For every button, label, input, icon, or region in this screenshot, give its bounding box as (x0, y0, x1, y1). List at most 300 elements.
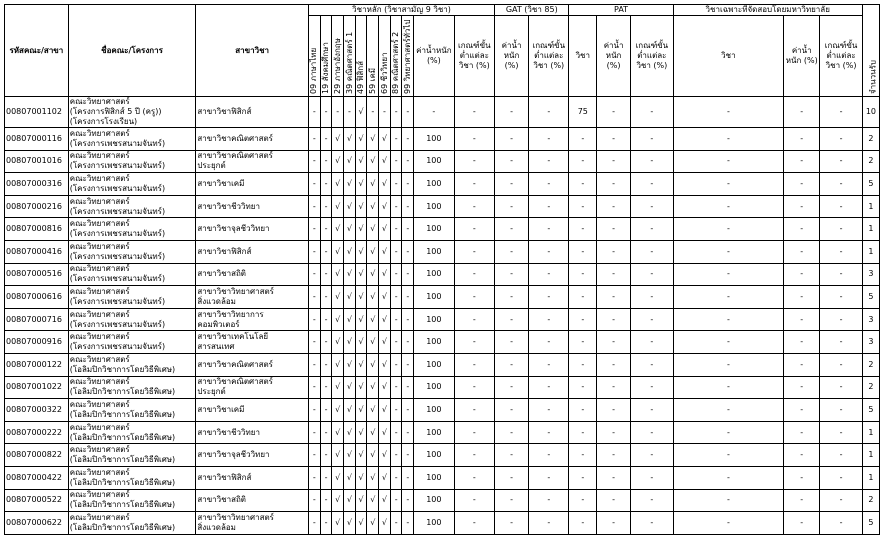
subject-mark: √ (379, 286, 391, 309)
header-subject-99: 99 วิทยาศาสตร์ทั่วไป (402, 16, 414, 97)
subject-mark: √ (379, 195, 391, 218)
subject-mark: - (320, 150, 332, 173)
project-name: (โครงการเพชรสนามจันทร์) (69, 251, 166, 261)
subject-mark: √ (379, 421, 391, 444)
gat-min: - (529, 240, 569, 263)
major-cell (196, 444, 309, 467)
pat-weight: - (597, 286, 631, 309)
major-name: สาขาวิชาฟิสิกส์ (197, 107, 252, 116)
subject-mark: - (379, 97, 391, 128)
major-cell (196, 331, 309, 354)
subject-mark: √ (332, 421, 344, 444)
pat-min: - (631, 263, 674, 286)
gat-weight: - (495, 263, 529, 286)
pat-min: - (631, 353, 674, 376)
faculty-name: คณะวิทยาศาสตร์ (69, 151, 130, 161)
university-subject: - (673, 218, 784, 241)
gat-min: - (529, 173, 569, 196)
project-name: (โครงการเพชรสนามจันทร์) (69, 342, 166, 352)
subject-mark: - (402, 195, 414, 218)
subject-mark: √ (367, 512, 379, 535)
pat-weight: - (597, 512, 631, 535)
university-weight: - (784, 444, 820, 467)
subject-mark: - (402, 353, 414, 376)
subject-mark: - (402, 150, 414, 173)
university-weight: - (784, 128, 820, 151)
course-code: 00807000416 (5, 240, 69, 263)
header-pat: PAT (569, 5, 673, 16)
pat-weight: - (597, 195, 631, 218)
project-name: (โอลิมปิกวิชาการโดยวิธีพิเศษ) (69, 409, 176, 419)
subject-mark: √ (332, 444, 344, 467)
table-body (5, 97, 880, 535)
major-name-cont: คอมพิวเตอร์ (197, 319, 240, 329)
subject-mark: - (308, 286, 320, 309)
gat-min: - (529, 195, 569, 218)
subject-mark: - (320, 512, 332, 535)
subject-mark: - (402, 97, 414, 128)
university-weight: - (784, 195, 820, 218)
pat-min: - (631, 308, 674, 331)
seats-count: 1 (862, 240, 879, 263)
table-row (5, 399, 880, 422)
pat-min: - (631, 444, 674, 467)
subject-mark: - (308, 218, 320, 241)
subject-mark: - (320, 195, 332, 218)
subject-mark: - (390, 444, 402, 467)
university-min: - (820, 195, 863, 218)
faculty-cell (68, 399, 196, 422)
subject-mark: - (390, 240, 402, 263)
header-subject-89: 89 คณิตศาสตร์ 2 (390, 16, 402, 97)
gat-weight: - (495, 173, 529, 196)
university-subject: - (673, 421, 784, 444)
pat-weight: - (597, 444, 631, 467)
course-code: 00807000522 (5, 489, 69, 512)
pat-weight: - (597, 173, 631, 196)
project-name: (โครงการเพชรสนามจันทร์) (69, 229, 166, 239)
university-min: - (820, 128, 863, 151)
pat-weight: - (597, 240, 631, 263)
pat-subject: - (569, 308, 597, 331)
subject-mark: - (308, 128, 320, 151)
faculty-name: คณะวิทยาศาสตร์ (69, 241, 130, 251)
pat-subject: - (569, 218, 597, 241)
subject-mark: √ (344, 195, 356, 218)
university-min: - (820, 421, 863, 444)
subject-mark: √ (379, 353, 391, 376)
gat-weight: - (495, 353, 529, 376)
pat-min: - (631, 128, 674, 151)
university-weight: - (784, 173, 820, 196)
project-name: (โครงการเพชรสนามจันทร์) (69, 206, 166, 216)
university-subject: - (673, 489, 784, 512)
university-weight: - (784, 512, 820, 535)
core-min: - (454, 128, 495, 151)
pat-min: - (631, 466, 674, 489)
faculty-name: คณะวิทยาศาสตร์ (69, 332, 130, 342)
core-min: - (454, 489, 495, 512)
pat-weight: - (597, 150, 631, 173)
subject-mark: √ (344, 353, 356, 376)
gat-weight: - (495, 150, 529, 173)
course-code: 00807000122 (5, 353, 69, 376)
core-min: - (454, 150, 495, 173)
subject-mark: √ (367, 331, 379, 354)
core-min: - (454, 308, 495, 331)
subject-mark: - (402, 286, 414, 309)
core-weight: 100 (414, 353, 454, 376)
pat-subject: - (569, 263, 597, 286)
pat-min: - (631, 376, 674, 399)
subject-mark: √ (379, 173, 391, 196)
university-min: - (820, 489, 863, 512)
subject-mark: √ (332, 308, 344, 331)
core-min: - (454, 218, 495, 241)
subject-mark: √ (332, 286, 344, 309)
subject-mark: √ (332, 512, 344, 535)
subject-mark: - (402, 489, 414, 512)
subject-mark: √ (344, 512, 356, 535)
faculty-cell (68, 173, 196, 196)
core-min: - (454, 173, 495, 196)
project-name: (โครงการเพชรสนามจันทร์) (69, 138, 166, 148)
major-cell (196, 399, 309, 422)
core-weight: 100 (414, 421, 454, 444)
core-weight: 100 (414, 150, 454, 173)
course-code: 00807000322 (5, 399, 69, 422)
faculty-cell (68, 353, 196, 376)
university-weight: - (784, 466, 820, 489)
subject-mark: √ (367, 263, 379, 286)
gat-weight: - (495, 376, 529, 399)
core-weight: 100 (414, 218, 454, 241)
project-name: (โอลิมปิกวิชาการโดยวิธีพิเศษ) (69, 364, 176, 374)
subject-mark: √ (367, 376, 379, 399)
major-name: สาขาวิชาเทคโนโลยี (197, 332, 269, 342)
faculty-name: คณะวิทยาศาสตร์ (69, 97, 130, 106)
subject-mark: - (320, 263, 332, 286)
course-code: 00807001022 (5, 376, 69, 399)
university-weight: - (784, 308, 820, 331)
subject-mark: √ (355, 331, 367, 354)
major-name-cont: สิ่งแวดล้อม (197, 296, 236, 306)
major-name: สาขาวิชาวิทยาศาสตร์ (197, 512, 274, 522)
major-name-cont: สิ่งแวดล้อม (197, 522, 236, 532)
major-cell (196, 353, 309, 376)
subject-mark: - (308, 466, 320, 489)
gat-weight: - (495, 399, 529, 422)
pat-weight: - (597, 399, 631, 422)
university-subject: - (673, 399, 784, 422)
university-subject: - (673, 376, 784, 399)
subject-mark: - (308, 444, 320, 467)
pat-subject: - (569, 512, 597, 535)
university-min: - (820, 150, 863, 173)
faculty-cell (68, 150, 196, 173)
gat-min: - (529, 263, 569, 286)
table-row (5, 128, 880, 151)
core-min: - (454, 376, 495, 399)
subject-mark: - (320, 399, 332, 422)
course-code: 00807000616 (5, 286, 69, 309)
project-name: (โครงการเพชรสนามจันทร์) (69, 296, 166, 306)
course-code: 00807000622 (5, 512, 69, 535)
table-row (5, 263, 880, 286)
university-subject: - (673, 150, 784, 173)
university-weight: - (784, 150, 820, 173)
subject-mark: √ (367, 286, 379, 309)
faculty-name: คณะวิทยาศาสตร์ (69, 490, 130, 500)
subject-mark: √ (367, 399, 379, 422)
faculty-cell (68, 466, 196, 489)
major-name: สาขาวิชาเคมี (197, 178, 245, 188)
subject-mark: √ (355, 218, 367, 241)
course-code: 00807000216 (5, 195, 69, 218)
seats-count: 1 (862, 466, 879, 489)
subject-mark: - (402, 399, 414, 422)
core-weight: - (414, 97, 454, 128)
faculty-cell (68, 489, 196, 512)
table-row (5, 286, 880, 309)
subject-mark: - (308, 308, 320, 331)
faculty-cell (68, 421, 196, 444)
subject-mark: - (308, 173, 320, 196)
table-row (5, 353, 880, 376)
core-weight: 100 (414, 173, 454, 196)
subject-mark: √ (367, 128, 379, 151)
gat-weight: - (495, 128, 529, 151)
university-min: - (820, 331, 863, 354)
core-min: - (454, 512, 495, 535)
subject-mark: - (390, 331, 402, 354)
table-row (5, 331, 880, 354)
subject-mark: √ (344, 308, 356, 331)
subject-mark: √ (379, 218, 391, 241)
pat-weight: - (597, 331, 631, 354)
header-code: รหัสคณะ/สาขา (5, 5, 69, 97)
subject-mark: - (390, 353, 402, 376)
university-min: - (820, 353, 863, 376)
subject-mark: - (390, 97, 402, 128)
subject-mark: √ (379, 444, 391, 467)
university-min: - (820, 240, 863, 263)
pat-subject: 75 (569, 97, 597, 128)
subject-mark: √ (367, 489, 379, 512)
subject-mark: √ (367, 150, 379, 173)
subject-mark: - (308, 376, 320, 399)
pat-min: - (631, 195, 674, 218)
pat-min: - (631, 240, 674, 263)
major-name: สาขาวิชาคณิตศาสตร์ (197, 377, 273, 387)
pat-min: - (631, 97, 674, 128)
university-min: - (820, 444, 863, 467)
subject-mark: √ (344, 444, 356, 467)
seats-count: 3 (862, 263, 879, 286)
pat-subject: - (569, 128, 597, 151)
subject-mark: - (390, 195, 402, 218)
subject-mark: - (320, 444, 332, 467)
core-min: - (454, 466, 495, 489)
core-weight: 100 (414, 466, 454, 489)
university-subject: - (673, 195, 784, 218)
header-core-subjects: วิชาหลัก (วิชาสามัญ 9 วิชา) (308, 5, 494, 16)
major-name: สาขาวิชาสถิติ (197, 269, 246, 279)
project-name: (โอลิมปิกวิชาการโดยวิธีพิเศษ) (69, 522, 176, 532)
subject-mark: √ (379, 128, 391, 151)
subject-mark: √ (379, 150, 391, 173)
gat-weight: - (495, 444, 529, 467)
pat-subject: - (569, 489, 597, 512)
course-code: 00807000822 (5, 444, 69, 467)
faculty-name: คณะวิทยาศาสตร์ (69, 286, 130, 296)
subject-mark: - (402, 308, 414, 331)
core-weight: 100 (414, 376, 454, 399)
subject-mark: √ (332, 331, 344, 354)
major-cell (196, 512, 309, 535)
subject-mark: - (320, 173, 332, 196)
faculty-name: คณะวิทยาศาสตร์ (69, 309, 130, 319)
university-subject: - (673, 308, 784, 331)
subject-mark: - (367, 97, 379, 128)
header-university-subjects: วิชาเฉพาะที่จัดสอบโดยมหาวิทยาลัย (673, 5, 862, 16)
subject-mark: - (390, 173, 402, 196)
subject-mark: - (402, 421, 414, 444)
faculty-name: คณะวิทยาศาสตร์ (69, 467, 130, 477)
subject-mark: - (320, 489, 332, 512)
subject-mark: √ (355, 150, 367, 173)
subject-mark: - (390, 421, 402, 444)
subject-mark: √ (367, 173, 379, 196)
pat-min: - (631, 173, 674, 196)
subject-mark: √ (355, 421, 367, 444)
subject-mark: √ (367, 308, 379, 331)
subject-mark: √ (344, 128, 356, 151)
project-name: (โอลิมปิกวิชาการโดยวิธีพิเศษ) (69, 455, 176, 465)
table-row (5, 489, 880, 512)
subject-mark: √ (355, 240, 367, 263)
subject-mark: √ (355, 376, 367, 399)
course-code: 00807001102 (5, 97, 69, 128)
header-pat-min: เกณฑ์ขั้นต่ำแต่ละวิชา (%) (631, 16, 674, 97)
faculty-name: คณะวิทยาศาสตร์ (69, 219, 130, 229)
core-weight: 100 (414, 489, 454, 512)
table-row (5, 512, 880, 535)
header-core-weight: ค่าน้ำหนัก (%) (414, 16, 454, 97)
pat-subject: - (569, 195, 597, 218)
subject-mark: √ (355, 399, 367, 422)
table-row (5, 376, 880, 399)
subject-mark: - (308, 421, 320, 444)
core-weight: 100 (414, 128, 454, 151)
subject-mark: √ (344, 240, 356, 263)
faculty-name: คณะวิทยาศาสตร์ (69, 173, 130, 183)
subject-mark: - (390, 512, 402, 535)
pat-subject: - (569, 353, 597, 376)
gat-weight: - (495, 489, 529, 512)
pat-min: - (631, 331, 674, 354)
subject-mark: - (308, 240, 320, 263)
pat-weight: - (597, 353, 631, 376)
gat-weight: - (495, 421, 529, 444)
gat-weight: - (495, 97, 529, 128)
major-name: สาขาวิชาวิทยาศาสตร์ (197, 286, 274, 296)
subject-mark: √ (332, 353, 344, 376)
major-name: สาขาวิชาคณิตศาสตร์ (197, 359, 273, 369)
subject-mark: √ (344, 218, 356, 241)
university-weight: - (784, 331, 820, 354)
university-min: - (820, 399, 863, 422)
subject-mark: √ (355, 466, 367, 489)
university-weight: - (784, 97, 820, 128)
subject-mark: - (308, 97, 320, 128)
subject-mark: √ (379, 466, 391, 489)
subject-mark: √ (355, 195, 367, 218)
subject-mark: - (402, 263, 414, 286)
header-gat-weight: ค่าน้ำหนัก (%) (495, 16, 529, 97)
subject-mark: √ (367, 421, 379, 444)
major-cell (196, 97, 309, 128)
subject-mark: √ (332, 263, 344, 286)
subject-mark: - (320, 466, 332, 489)
table-row (5, 218, 880, 241)
pat-subject: - (569, 150, 597, 173)
university-weight: - (784, 240, 820, 263)
university-min: - (820, 512, 863, 535)
core-min: - (454, 195, 495, 218)
faculty-cell (68, 444, 196, 467)
major-cell (196, 218, 309, 241)
core-min: - (454, 421, 495, 444)
subject-mark: - (320, 240, 332, 263)
gat-min: - (529, 444, 569, 467)
table-row (5, 195, 880, 218)
subject-mark: √ (344, 466, 356, 489)
core-weight: 100 (414, 399, 454, 422)
gat-min: - (529, 286, 569, 309)
gat-min: - (529, 512, 569, 535)
course-code: 00807000716 (5, 308, 69, 331)
subject-mark: √ (344, 421, 356, 444)
faculty-name: คณะวิทยาศาสตร์ (69, 399, 130, 409)
pat-min: - (631, 512, 674, 535)
subject-mark: √ (367, 218, 379, 241)
subject-mark: √ (367, 466, 379, 489)
major-cell (196, 466, 309, 489)
major-cell (196, 308, 309, 331)
university-subject: - (673, 353, 784, 376)
subject-mark: √ (355, 173, 367, 196)
subject-mark: √ (344, 150, 356, 173)
pat-subject: - (569, 421, 597, 444)
core-min: - (454, 286, 495, 309)
subject-mark: - (390, 466, 402, 489)
header-subject-69: 69 ชีววิทยา (379, 16, 391, 97)
core-weight: 100 (414, 263, 454, 286)
major-name: สาขาวิชาคณิตศาสตร์ (197, 151, 273, 161)
subject-mark: - (402, 512, 414, 535)
university-subject: - (673, 512, 784, 535)
major-cell (196, 240, 309, 263)
subject-mark: - (320, 376, 332, 399)
header-subject-09: 09 ภาษาไทย (308, 16, 320, 97)
pat-subject: - (569, 173, 597, 196)
project-name: (โอลิมปิกวิชาการโดยวิธีพิเศษ) (69, 387, 176, 397)
subject-mark: - (390, 399, 402, 422)
core-min: - (454, 97, 495, 128)
faculty-name: คณะวิทยาศาสตร์ (69, 422, 130, 432)
table-row (5, 240, 880, 263)
